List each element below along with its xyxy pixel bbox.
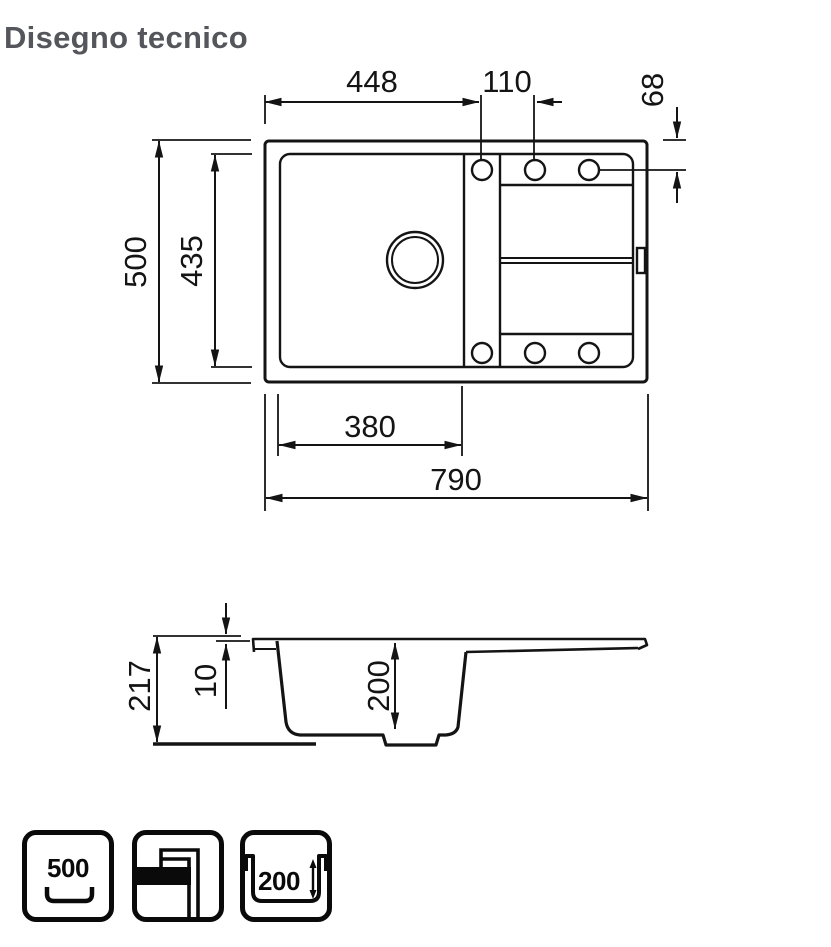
bowl-depth-icon <box>240 830 332 922</box>
dim-label-110: 110 <box>482 64 532 99</box>
bowl-depth-glyph <box>240 830 332 922</box>
dim-label-200: 200 <box>361 660 396 712</box>
tap-hole <box>472 160 492 180</box>
overflow-slot <box>637 248 645 273</box>
cabinet-bracket-icon <box>22 830 114 922</box>
section-drainboard-underside <box>466 648 638 652</box>
section-view-dimensions <box>122 603 396 742</box>
tap-hole <box>525 343 545 363</box>
tap-hole <box>472 343 492 363</box>
cabinet-width-label: 500 <box>47 853 89 883</box>
tap-hole <box>525 160 545 180</box>
worktop-band <box>136 867 191 885</box>
tap-hole <box>579 160 599 180</box>
flush-mount-icon <box>132 830 224 922</box>
dim-label-10: 10 <box>188 663 223 699</box>
dim-label-435: 435 <box>174 235 209 287</box>
flush-mount-glyph <box>132 830 224 922</box>
dim-label-217: 217 <box>122 660 157 712</box>
dim-label-380: 380 <box>344 409 396 444</box>
bowl-depth-label: 200 <box>258 866 300 896</box>
sink-top-view <box>265 141 647 382</box>
dim-label-448: 448 <box>346 64 398 99</box>
cabinet-bracket-shape <box>47 887 92 901</box>
drain-circle-inner <box>392 237 438 283</box>
sink-section-view <box>153 639 647 745</box>
dim-label-790: 790 <box>430 462 482 497</box>
dim-label-500: 500 <box>118 236 153 288</box>
page-title: Disegno tecnico <box>4 20 248 55</box>
drain-circle-outer <box>387 232 443 288</box>
dim-label-68: 68 <box>635 72 670 108</box>
tap-hole <box>579 343 599 363</box>
sink-outer-rect <box>265 141 647 382</box>
depth-arrow-up <box>310 859 317 868</box>
top-view-dimensions <box>118 64 686 511</box>
min-cabinet-width-icon <box>22 830 114 922</box>
